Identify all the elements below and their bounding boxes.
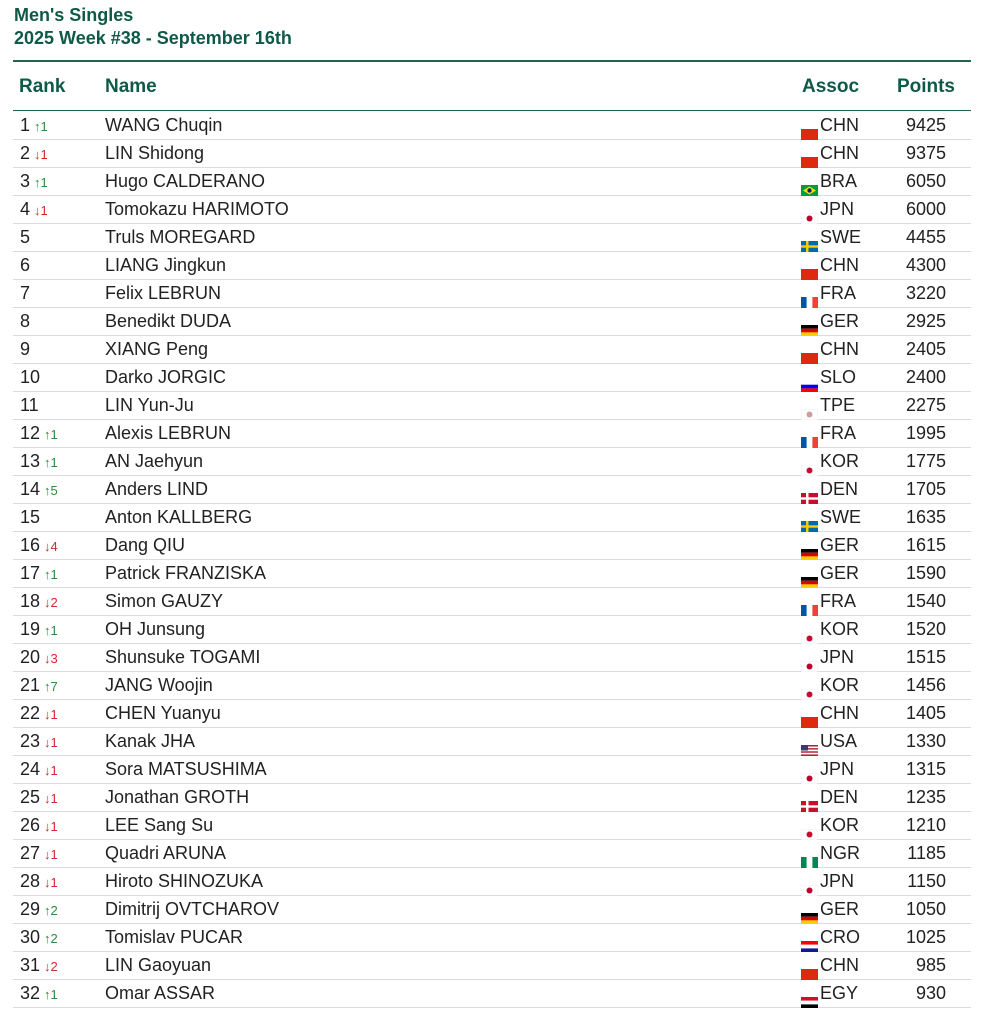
rank-value: 30 (20, 927, 41, 947)
player-name-link[interactable]: Quadri ARUNA (105, 843, 227, 863)
table-row[interactable] (13, 756, 971, 784)
assoc-code: NGR (820, 843, 860, 863)
assoc-code: KOR (820, 619, 860, 639)
rank-value: 20 (20, 647, 41, 667)
points-value: 1540 (905, 591, 946, 611)
points-value: 1235 (905, 787, 946, 807)
assoc-code: FRA (820, 591, 856, 611)
points-value: 1705 (905, 479, 946, 499)
rank-change: 1 (50, 735, 58, 750)
flag-icon (801, 513, 818, 524)
points-value: 985 (915, 955, 946, 975)
flag-icon (801, 653, 818, 664)
flag-icon (801, 737, 818, 748)
rank-down-icon: ↓1 (44, 763, 58, 778)
rank-value: 8 (20, 311, 31, 331)
rank-value: 14 (20, 479, 41, 499)
assoc-code: FRA (820, 423, 856, 443)
table-row[interactable] (13, 280, 971, 308)
assoc-code: GER (820, 311, 860, 331)
rank-change: 1 (50, 567, 58, 582)
table-row[interactable] (13, 448, 971, 476)
rank-value: 22 (20, 703, 41, 723)
rank-value: 11 (20, 395, 39, 415)
rank-value: 29 (20, 899, 41, 919)
rank-down-icon: ↓1 (44, 791, 58, 806)
assoc-code: CHN (820, 955, 859, 975)
rank-change: 7 (50, 679, 58, 694)
rank-cell (20, 924, 58, 952)
column-name[interactable]: Name (105, 76, 157, 97)
rank-cell (20, 196, 48, 224)
player-name-link[interactable]: Hiroto SHINOZUKA (105, 871, 264, 891)
rank-cell (20, 588, 58, 616)
rank-down-icon: ↓1 (44, 735, 58, 750)
rank-change: 1 (50, 847, 58, 862)
rank-value: 3 (20, 171, 31, 191)
player-name-link[interactable]: Alexis LEBRUN (105, 423, 232, 443)
table-row[interactable] (13, 672, 971, 700)
player-name-link[interactable]: Shunsuke TOGAMI (105, 647, 261, 667)
player-name-link[interactable]: LIN Gaoyuan (105, 955, 212, 975)
table-row[interactable] (13, 252, 971, 280)
player-name-link[interactable]: Sora MATSUSHIMA (105, 759, 267, 779)
flag-icon (801, 821, 818, 832)
rank-value: 19 (20, 619, 41, 639)
flag-icon (801, 793, 818, 804)
player-name-link[interactable]: Truls MOREGARD (105, 227, 256, 247)
rank-change: 3 (50, 651, 58, 666)
assoc-code: CHN (820, 703, 859, 723)
points-value: 1150 (907, 871, 946, 891)
points-value: 4300 (905, 255, 946, 275)
rank-up-icon: ↑1 (34, 175, 48, 190)
table-row[interactable] (13, 560, 971, 588)
flag-icon (801, 541, 818, 552)
rank-cell (20, 840, 58, 868)
rank-cell (20, 336, 30, 363)
points-value: 1210 (905, 815, 946, 835)
rank-value: 7 (20, 283, 31, 303)
rank-change: 1 (50, 987, 58, 1002)
player-name-link[interactable]: LIN Shidong (105, 143, 205, 163)
rank-change: 2 (50, 931, 58, 946)
rank-value: 26 (20, 815, 41, 835)
flag-icon (801, 457, 818, 468)
assoc-code: JPN (820, 759, 855, 779)
rank-cell (20, 420, 58, 448)
player-name-link[interactable]: Darko JORGIC (105, 367, 227, 387)
assoc-code: GER (820, 563, 860, 583)
player-name-link[interactable]: Simon GAUZY (105, 591, 224, 611)
table-row[interactable] (13, 112, 971, 140)
player-name-link[interactable]: Patrick FRANZISKA (105, 563, 267, 583)
header-top-rule (13, 60, 971, 62)
rank-value: 4 (20, 199, 31, 219)
rank-value: 31 (20, 955, 41, 975)
rank-up-icon: ↑1 (44, 427, 58, 442)
assoc-code: CRO (820, 927, 860, 947)
rank-value: 17 (20, 563, 41, 583)
assoc-code: JPN (820, 871, 855, 891)
table-header (13, 64, 971, 110)
rank-change: 4 (50, 539, 58, 554)
rank-change: 1 (50, 763, 58, 778)
player-name-link[interactable]: CHEN Yuanyu (105, 703, 221, 723)
flag-icon (801, 765, 818, 776)
rank-cell (20, 112, 48, 140)
points-value: 2275 (905, 395, 946, 415)
table-row[interactable] (13, 224, 971, 252)
points-value: 3220 (905, 283, 946, 303)
rank-change: 1 (50, 875, 58, 890)
points-value: 1025 (905, 927, 946, 947)
table-row[interactable] (13, 364, 971, 392)
points-value: 2925 (905, 311, 946, 331)
assoc-code: GER (820, 899, 860, 919)
rank-change: 1 (50, 455, 58, 470)
rank-change: 1 (40, 175, 48, 190)
table-row[interactable] (13, 784, 971, 812)
rank-cell (20, 504, 40, 531)
rank-value: 12 (20, 423, 41, 443)
points-value: 930 (915, 983, 946, 1003)
rank-cell (20, 364, 40, 391)
assoc-code: SLO (820, 367, 857, 387)
rank-cell (20, 868, 58, 896)
flag-icon (801, 905, 818, 916)
rank-up-icon: ↑7 (44, 679, 58, 694)
ranking-title: Men's Singles (14, 5, 134, 25)
assoc-code: GER (820, 535, 860, 555)
assoc-code: FRA (820, 283, 856, 303)
player-name-link[interactable]: AN Jaehyun (105, 451, 204, 471)
points-value: 2400 (905, 367, 946, 387)
flag-icon (801, 401, 818, 412)
rank-value: 6 (20, 255, 31, 275)
flag-icon (801, 177, 818, 188)
rank-down-icon: ↓1 (44, 847, 58, 862)
rank-change: 1 (40, 203, 48, 218)
flag-icon (801, 849, 818, 860)
ranking-subtitle: 2025 Week #38 - September 16th (14, 28, 292, 48)
table-row[interactable] (13, 924, 971, 952)
rank-value: 5 (20, 227, 31, 247)
rank-down-icon: ↓4 (44, 539, 58, 554)
assoc-code: SWE (820, 227, 862, 247)
player-name-link[interactable]: Tomislav PUCAR (105, 927, 244, 947)
flag-icon (801, 373, 818, 384)
assoc-code: KOR (820, 451, 860, 471)
flag-icon (801, 625, 818, 636)
rank-cell (20, 308, 30, 335)
points-value: 1515 (905, 647, 946, 667)
table-row[interactable] (13, 476, 971, 504)
points-value: 1995 (905, 423, 946, 443)
rank-cell (20, 728, 58, 756)
table-row[interactable] (13, 896, 971, 924)
player-name-link[interactable]: Dang QIU (105, 535, 186, 555)
rank-down-icon: ↓1 (44, 875, 58, 890)
table-row[interactable] (13, 168, 971, 196)
column-rank[interactable]: Rank (19, 76, 66, 97)
rank-value: 32 (20, 983, 41, 1003)
rank-cell (20, 672, 58, 700)
flag-icon (801, 961, 818, 972)
rank-cell (20, 980, 58, 1008)
points-value: 1050 (905, 899, 946, 919)
rank-cell (20, 476, 58, 504)
player-name-link[interactable]: Kanak JHA (105, 731, 196, 751)
assoc-code: EGY (820, 983, 859, 1003)
flag-icon (801, 233, 818, 244)
assoc-code: DEN (820, 787, 859, 807)
rank-value: 15 (20, 507, 41, 527)
rank-up-icon: ↑1 (44, 623, 58, 638)
assoc-code: USA (820, 731, 858, 751)
points-value: 1520 (905, 619, 946, 639)
rank-cell (20, 392, 39, 419)
rank-change: 1 (50, 707, 58, 722)
rank-change: 2 (50, 595, 58, 610)
rank-change: 1 (40, 119, 48, 134)
table-row[interactable] (13, 532, 971, 560)
player-name-link[interactable]: Jonathan GROTH (105, 787, 250, 807)
header-bottom-rule (13, 110, 971, 111)
rank-cell (20, 448, 58, 476)
flag-icon (801, 317, 818, 328)
page-title (14, 4, 292, 50)
table-row[interactable] (13, 140, 971, 168)
flag-icon (801, 485, 818, 496)
table-row[interactable] (13, 952, 971, 980)
flag-icon (801, 681, 818, 692)
rank-down-icon: ↓3 (44, 651, 58, 666)
rank-change: 2 (50, 959, 58, 974)
rank-cell (20, 784, 58, 812)
table-row[interactable] (13, 196, 971, 224)
rank-cell (20, 896, 58, 924)
assoc-code: KOR (820, 675, 860, 695)
assoc-code: CHN (820, 339, 859, 359)
flag-icon (801, 597, 818, 608)
table-row[interactable] (13, 420, 971, 448)
rank-value: 25 (20, 787, 41, 807)
player-name-link[interactable]: JANG Woojin (105, 675, 213, 695)
rank-value: 1 (20, 115, 31, 135)
assoc-code: BRA (820, 171, 858, 191)
points-value: 1590 (905, 563, 946, 583)
table-row[interactable] (13, 644, 971, 672)
player-name-link[interactable]: LIANG Jingkun (105, 255, 227, 275)
flag-icon (801, 709, 818, 720)
rank-cell (20, 280, 30, 307)
points-value: 1635 (905, 507, 946, 527)
rank-value: 27 (20, 843, 41, 863)
assoc-code: DEN (820, 479, 859, 499)
points-value: 2405 (905, 339, 946, 359)
flag-icon (801, 261, 818, 272)
rank-value: 13 (20, 451, 41, 471)
points-value: 9425 (905, 115, 946, 135)
rank-cell (20, 812, 58, 840)
table-row[interactable] (13, 700, 971, 728)
assoc-code: CHN (820, 115, 859, 135)
flag-icon (801, 345, 818, 356)
rank-down-icon: ↓1 (44, 707, 58, 722)
points-value: 6000 (905, 199, 946, 219)
rank-up-icon: ↑5 (44, 483, 58, 498)
player-name-link[interactable]: Dimitrij OVTCHAROV (105, 899, 279, 919)
player-name-link[interactable]: Felix LEBRUN (105, 283, 222, 303)
rank-change: 1 (40, 147, 48, 162)
rank-down-icon: ↓1 (34, 203, 48, 218)
table-row[interactable] (13, 868, 971, 896)
flag-icon (801, 569, 818, 580)
flag-icon (801, 289, 818, 300)
column-points[interactable]: Points (896, 76, 955, 97)
flag-icon (801, 121, 818, 132)
flag-icon (801, 933, 818, 944)
rank-cell (20, 616, 58, 644)
rank-value: 2 (20, 143, 31, 163)
player-name-link[interactable]: Omar ASSAR (105, 983, 216, 1003)
player-name-link[interactable]: Benedikt DUDA (105, 311, 232, 331)
rank-cell (20, 700, 58, 728)
rank-cell (20, 756, 58, 784)
table-row[interactable] (13, 728, 971, 756)
rank-change: 1 (50, 623, 58, 638)
rank-change: 1 (50, 427, 58, 442)
points-value: 1775 (905, 451, 946, 471)
rank-change: 2 (50, 903, 58, 918)
rank-change: 5 (50, 483, 58, 498)
rank-value: 24 (20, 759, 41, 779)
rank-value: 10 (20, 367, 41, 387)
table-row[interactable] (13, 840, 971, 868)
rank-change: 1 (50, 791, 58, 806)
assoc-code: JPN (820, 199, 855, 219)
assoc-code: SWE (820, 507, 862, 527)
table-row[interactable] (13, 336, 971, 364)
points-value: 4455 (905, 227, 946, 247)
rank-value: 21 (20, 675, 41, 695)
rank-up-icon: ↑2 (44, 903, 58, 918)
player-name-link[interactable]: LIN Yun-Ju (105, 395, 194, 415)
rank-down-icon: ↓2 (44, 595, 58, 610)
rank-change: 1 (50, 819, 58, 834)
rank-cell (20, 560, 58, 588)
rank-cell (20, 140, 48, 168)
points-value: 6050 (905, 171, 946, 191)
table-row[interactable] (13, 812, 971, 840)
flag-icon (801, 877, 818, 888)
rank-cell (20, 644, 58, 672)
rank-up-icon: ↑1 (44, 567, 58, 582)
assoc-code: CHN (820, 255, 859, 275)
points-value: 9375 (905, 143, 946, 163)
table-row[interactable] (13, 504, 971, 532)
points-value: 1456 (905, 675, 946, 695)
assoc-code: KOR (820, 815, 860, 835)
points-value: 1615 (905, 535, 946, 555)
ranking-table-body (13, 112, 971, 1008)
table-row[interactable] (13, 588, 971, 616)
table-row[interactable] (13, 308, 971, 336)
player-name-link[interactable]: Anders LIND (105, 479, 209, 499)
assoc-code: TPE (820, 395, 856, 415)
player-name-link[interactable]: WANG Chuqin (105, 115, 223, 135)
player-name-link[interactable]: LEE Sang Su (105, 815, 214, 835)
points-value: 1330 (905, 731, 946, 751)
rank-down-icon: ↓1 (34, 147, 48, 162)
table-row[interactable] (13, 980, 971, 1008)
rank-cell (20, 224, 30, 251)
points-value: 1185 (907, 843, 946, 863)
flag-icon (801, 149, 818, 160)
rank-up-icon: ↑1 (34, 119, 48, 134)
rank-cell (20, 532, 58, 560)
player-name-link[interactable]: OH Junsung (105, 619, 206, 639)
rank-cell (20, 252, 30, 279)
rank-up-icon: ↑2 (44, 931, 58, 946)
rank-down-icon: ↓2 (44, 959, 58, 974)
rank-value: 23 (20, 731, 41, 751)
player-name-link[interactable]: Tomokazu HARIMOTO (105, 199, 289, 219)
rank-value: 28 (20, 871, 41, 891)
rank-cell (20, 168, 48, 196)
rank-down-icon: ↓1 (44, 819, 58, 834)
column-assoc[interactable]: Assoc (802, 76, 860, 97)
flag-icon (801, 429, 818, 440)
assoc-code: CHN (820, 143, 859, 163)
player-name-link[interactable]: XIANG Peng (105, 339, 209, 359)
rank-value: 16 (20, 535, 41, 555)
player-name-link[interactable]: Hugo CALDERANO (105, 171, 266, 191)
rank-value: 9 (20, 339, 31, 359)
rank-up-icon: ↑1 (44, 987, 58, 1002)
rank-cell (20, 952, 58, 980)
flag-icon (801, 205, 818, 216)
points-value: 1315 (905, 759, 946, 779)
assoc-code: JPN (820, 647, 855, 667)
rank-value: 18 (20, 591, 41, 611)
table-row[interactable] (13, 616, 971, 644)
table-row[interactable] (13, 392, 971, 420)
player-name-link[interactable]: Anton KALLBERG (105, 507, 253, 527)
rank-up-icon: ↑1 (44, 455, 58, 470)
points-value: 1405 (905, 703, 946, 723)
